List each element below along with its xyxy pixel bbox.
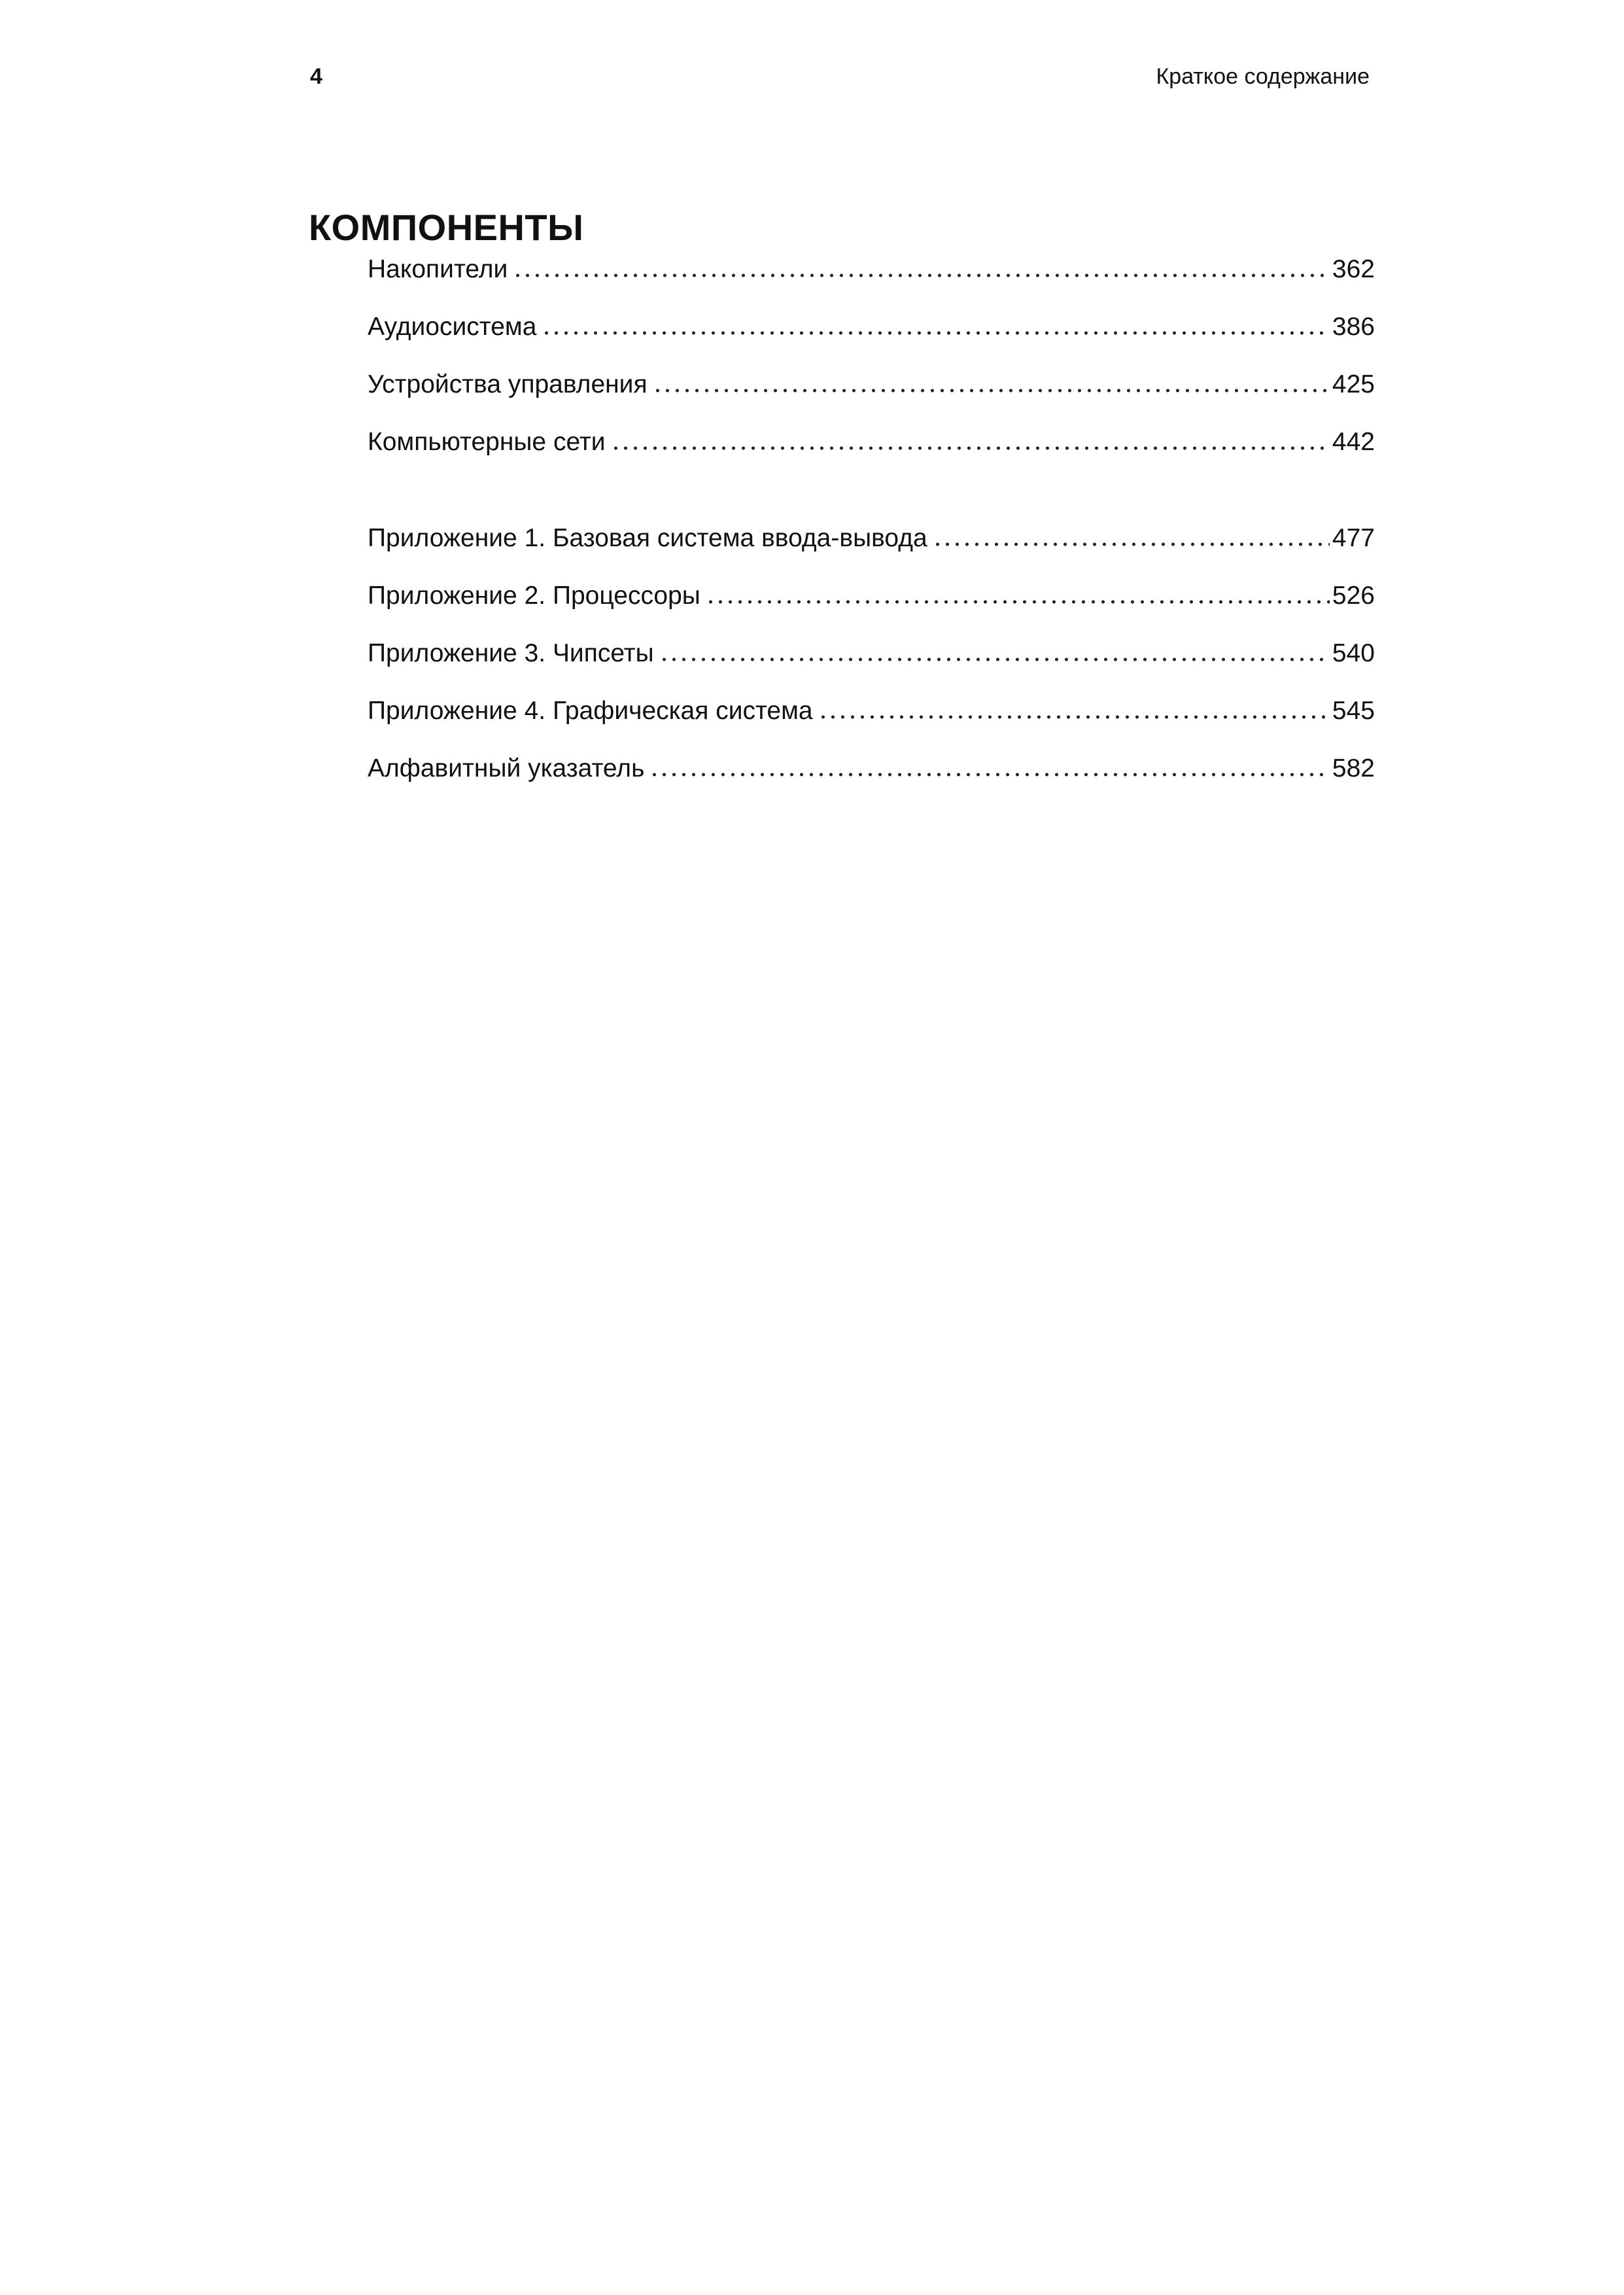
toc-entry-page: 386 (1332, 313, 1375, 341)
section-heading: КОМПОНЕНТЫ (309, 206, 584, 248)
toc-entry (368, 640, 1375, 666)
toc-entry-page: 545 (1332, 697, 1375, 725)
dot-leader (611, 445, 1330, 451)
toc-entry-page: 582 (1332, 754, 1375, 782)
toc-group-appendices (368, 525, 1375, 781)
running-header (310, 65, 1370, 88)
toc-entry (368, 429, 1375, 455)
toc-entry-page: 526 (1332, 582, 1375, 610)
dot-leader (513, 272, 1330, 279)
toc-entry-title: Приложение 3. Чипсеты (368, 639, 654, 667)
page-number: 4 (310, 64, 322, 89)
toc-entry-title: Компьютерные сети (368, 428, 606, 456)
toc-entry-page: 362 (1332, 255, 1375, 283)
toc-entry-page: 425 (1332, 370, 1375, 398)
toc-entry-page: 442 (1332, 428, 1375, 456)
toc-entry (368, 314, 1375, 340)
toc-entry-title: Аудиосистема (368, 313, 537, 341)
toc-entry-title: Приложение 4. Графическая система (368, 697, 813, 725)
dot-leader (706, 599, 1330, 605)
toc-entry-title: Устройства управления (368, 370, 648, 398)
toc-entry (368, 698, 1375, 724)
toc-entry-title: Накопители (368, 255, 508, 283)
toc-entry-page: 477 (1332, 524, 1375, 552)
dot-leader (818, 714, 1330, 720)
toc-entry-title: Приложение 2. Процессоры (368, 582, 700, 610)
dot-leader (933, 541, 1330, 548)
dot-leader (649, 771, 1330, 778)
dot-leader (542, 330, 1330, 336)
table-of-contents (368, 256, 1375, 813)
running-header-title: Краткое содержание (1156, 64, 1370, 89)
toc-entry-title: Алфавитный указатель (368, 754, 645, 782)
toc-entry (368, 756, 1375, 781)
dot-leader (659, 656, 1330, 663)
toc-entry (368, 372, 1375, 397)
toc-entry (368, 525, 1375, 551)
toc-entry (368, 583, 1375, 608)
toc-entry-page: 540 (1332, 639, 1375, 667)
toc-entry-title: Приложение 1. Базовая система ввода-вывода (368, 524, 927, 552)
toc-entry (368, 256, 1375, 282)
toc-group-components (368, 256, 1375, 455)
dot-leader (653, 387, 1330, 394)
